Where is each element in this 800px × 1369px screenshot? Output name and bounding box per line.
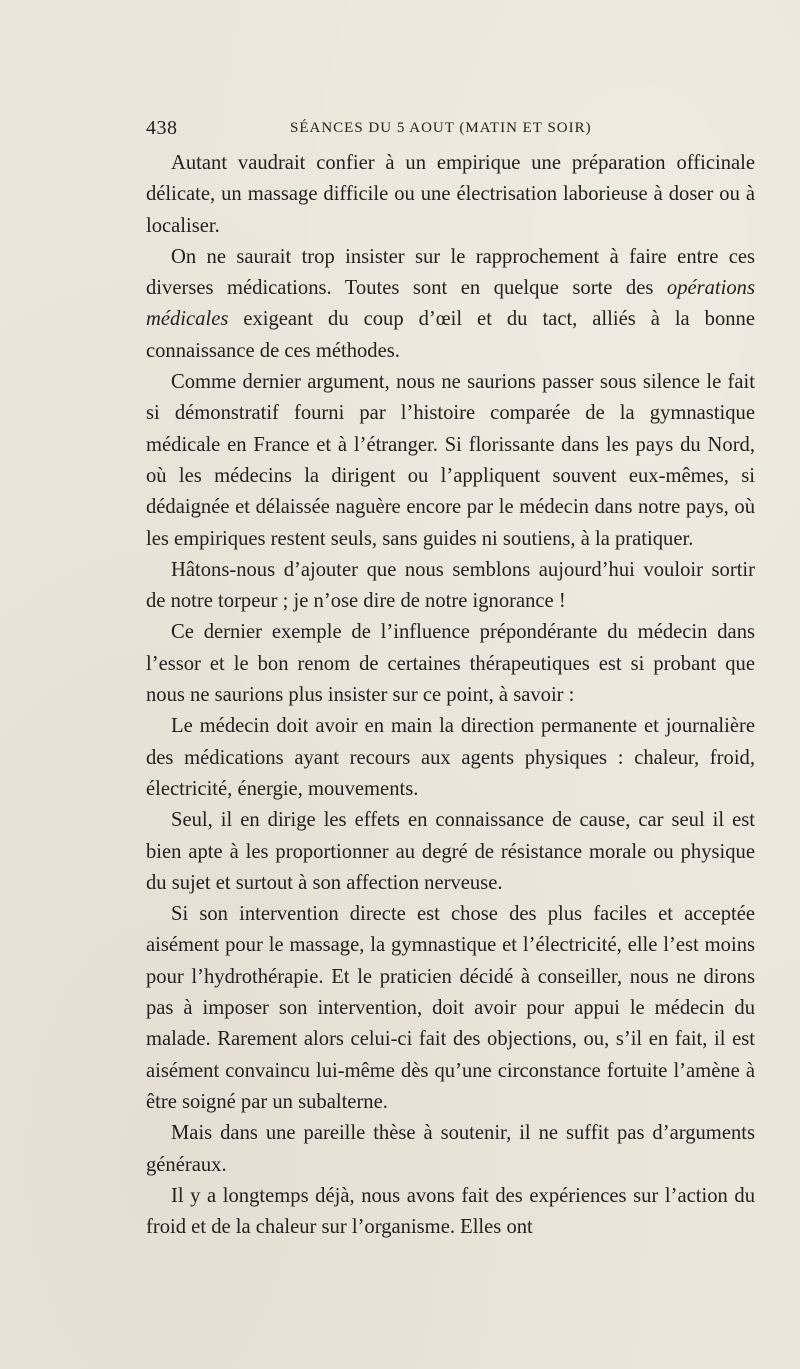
paragraph-4: Hâtons-nous d’ajouter que nous semblons aujourd’hui vouloir sortir de notre torpeur ; je n’ose dire de notre ignorance ! bbox=[146, 558, 755, 613]
paragraph-3: Comme dernier argument, nous ne saurions passer sous silence le fait si démonstratif fourni par l’histoire comparée de la gymnastique médicale en France et à l’étranger. Si florissante dans les pays du Nord, où les médecins la dirigent ou l’appliquent souvent eux-mêmes, si dédaignée et délaissée naguère encore par le médecin dans notre pays, où les empiriques restent seuls, sans guides ni soutiens, à la pratiquer. bbox=[146, 371, 755, 550]
paragraph-9: Mais dans une pareille thèse à soutenir, il ne suffit pas d’arguments généraux. bbox=[146, 1122, 755, 1176]
paragraph-7: Seul, il en dirige les effets en connaissance de cause, car seul il est bien apte à les proportionner au degré de résistance morale ou physique du sujet et surtout à son affection nerveuse. bbox=[146, 809, 755, 894]
page-number: 438 bbox=[146, 117, 178, 139]
paragraph-1: Autant vaudrait confier à un empirique une préparation officinale délicate, un massage difficile ou une électrisation laborieuse à doser ou à localiser. bbox=[146, 152, 755, 237]
paragraph-6: Le médecin doit avoir en main la direction permanente et journalière des médications ayant recours aux agents physiques : chaleur, froid, électricité, énergie, mouvements. bbox=[146, 715, 755, 800]
paragraph-5: Ce dernier exemple de l’influence prépondérante du médecin dans l’essor et le bon renom de certaines thérapeutiques est si probant que nous ne saurions plus insister sur ce point, à savoir : bbox=[146, 621, 755, 707]
paragraph-2-text-after: exigeant du coup d’œil et du tact, alliés à la bonne connaissance de ces méthodes. bbox=[146, 308, 755, 362]
page-header bbox=[146, 117, 754, 147]
paragraph-2-text-before: On ne saurait trop insister sur le rapprochement à faire entre ces diverses médications. Toutes sont en quelque sorte des bbox=[146, 245, 755, 300]
paragraph-2 bbox=[146, 242, 755, 367]
body-text bbox=[146, 148, 755, 1243]
paragraph-2-emphasis: opérations médicales bbox=[146, 277, 755, 331]
paragraph-10: Il y a longtemps déjà, nous avons fait des expériences sur l’action du froid et de la chaleur sur l’organisme. Elles ont bbox=[146, 1184, 755, 1239]
running-title: SÉANCES DU 5 AOUT (MATIN ET SOIR) bbox=[290, 120, 592, 136]
paragraph-8: Si son intervention directe est chose des plus faciles et acceptée aisément pour le massage, la gymnastique et l’électricité, elle l’est moins pour l’hydrothérapie. Et le praticien décidé à conseiller, nous ne dirons pas à imposer son intervention, doit avoir pour appui le médecin du malade. Rarement alors celui-ci fait des objections, ou, s’il en fait, il est aisément convaincu lui-même dès qu’une circonstance fortuite l’amène à être soigné par un subalterne. bbox=[146, 903, 755, 1113]
